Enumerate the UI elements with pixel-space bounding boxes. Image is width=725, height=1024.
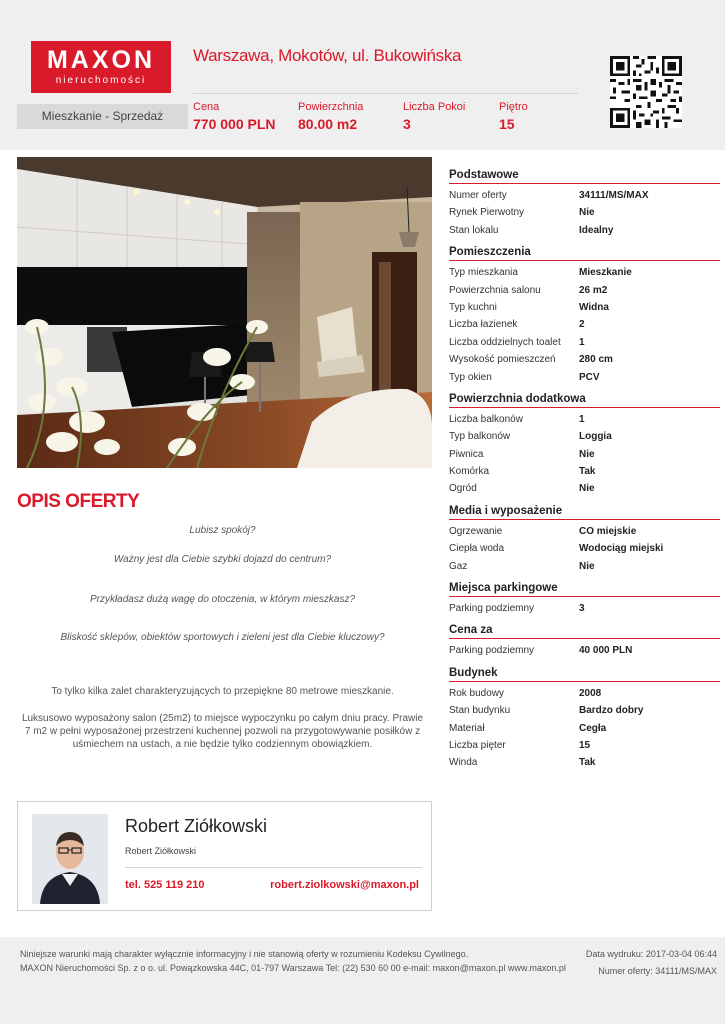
detail-value: Nie	[579, 483, 595, 495]
detail-key: Numer oferty	[449, 190, 507, 201]
section-rooms	[449, 245, 720, 386]
detail-value: Loggia	[579, 431, 612, 443]
description-line: Bliskość sklepów, obiektów sportowych i zieleni jest dla Ciebie kluczowy?	[60, 632, 385, 643]
section-additional-area	[449, 392, 720, 498]
section-building	[449, 666, 720, 772]
section-title: Podstawowe	[449, 168, 720, 184]
agent-subtitle: Robert Ziółkowski	[125, 846, 197, 856]
detail-row	[449, 446, 720, 463]
detail-value: CO miejskie	[579, 525, 637, 537]
stat-value: 3	[403, 116, 411, 132]
header-band	[0, 0, 725, 150]
detail-row	[449, 222, 720, 239]
logo-wordmark: MAXON	[46, 46, 156, 74]
detail-value: Bardzo dobry	[579, 705, 644, 717]
detail-row	[449, 480, 720, 497]
description-title: OPIS OFERTY	[17, 491, 140, 512]
section-media	[449, 504, 720, 575]
detail-value: 2008	[579, 687, 602, 699]
section-parking	[449, 581, 720, 617]
description-line: To tylko kilka zalet charakteryzujących to przepiękne 80 metrowe mieszkanie.	[51, 686, 394, 697]
description-line: Ważny jest dla Ciebie szybki dojazd do centrum?	[113, 554, 332, 565]
section-price-for	[449, 623, 720, 659]
detail-value: 34111/MS/MAX	[579, 190, 649, 201]
stat-label: Powierzchnia	[298, 101, 364, 113]
stat-label: Liczba Pokoi	[403, 101, 466, 113]
footer-disclaimer: Niniejsze warunki mają charakter wyłącznie informacyjny i nie stanowią oferty w rozumieniu Kodeksu Cywilnego.	[20, 949, 469, 959]
detail-row	[449, 187, 720, 204]
detail-value: Tak	[579, 466, 596, 478]
stat-price	[193, 101, 276, 132]
detail-key: Ogrzewanie	[449, 525, 503, 537]
detail-row	[449, 463, 720, 480]
stat-rooms	[403, 101, 465, 132]
detail-row	[449, 204, 720, 221]
divider	[125, 867, 422, 868]
details-panel	[449, 168, 720, 778]
detail-key: Piwnica	[449, 448, 484, 460]
detail-row	[449, 702, 720, 719]
detail-row	[449, 523, 720, 540]
agent-name: Robert Ziółkowski	[125, 816, 268, 836]
detail-key: Rynek Pierwotny	[449, 207, 525, 219]
detail-row	[449, 720, 720, 737]
property-photo[interactable]	[17, 157, 432, 468]
detail-key: Liczba oddzielnych toalet	[449, 336, 561, 348]
detail-key: Stan budynku	[449, 705, 511, 717]
detail-row	[449, 540, 720, 557]
detail-value: Cegła	[579, 722, 607, 734]
stat-value: 80.00 m2	[298, 116, 358, 132]
offer-type-badge: Mieszkanie - Sprzedaż	[17, 104, 188, 129]
detail-value: Mieszkanie	[579, 267, 632, 279]
detail-key: Typ balkonów	[449, 431, 511, 443]
stat-floor	[499, 101, 528, 132]
section-title: Miejsca parkingowe	[449, 581, 720, 597]
property-address: Warszawa, Mokotów, ul. Bukowińska	[193, 46, 462, 65]
detail-value: 40 000 PLN	[579, 645, 633, 657]
detail-value: Wodociąg miejski	[579, 543, 664, 555]
detail-row	[449, 264, 720, 281]
detail-key: Typ kuchni	[449, 301, 497, 313]
detail-key: Winda	[449, 757, 478, 769]
detail-row	[449, 428, 720, 445]
detail-key: Ciepła woda	[449, 543, 505, 555]
description-line: Lubisz spokój?	[189, 525, 256, 536]
description-paragraph: Luksusowo wyposażony salon (25m2) to miejsce wypoczynku po całym dniu pracy. Prawie 7 m2 w pełni wyposażonej przestrzeni kuchennej pozwoli na przygotowywanie posiłków z uśmiechem na ustach, a nie będzie tylko codziennym obowiązkiem.	[21, 713, 424, 750]
detail-key: Parking podziemny	[449, 603, 535, 615]
section-title: Pomieszczenia	[449, 245, 720, 261]
section-title: Budynek	[449, 666, 720, 682]
detail-row	[449, 282, 720, 299]
detail-key: Komórka	[449, 466, 490, 478]
stat-label: Piętro	[499, 101, 528, 113]
detail-value: Idealny	[579, 224, 614, 236]
footer-print-date: Data wydruku: 2017-03-04 06:44	[585, 949, 717, 959]
detail-key: Typ okien	[449, 371, 492, 383]
detail-key: Stan lokalu	[449, 224, 499, 236]
agent-card	[17, 801, 432, 911]
detail-row	[449, 685, 720, 702]
detail-value: 280 cm	[579, 354, 613, 366]
footer	[0, 937, 725, 1024]
detail-key: Liczba pięter	[449, 739, 506, 751]
stat-label: Cena	[193, 101, 220, 113]
detail-key: Liczba łazienek	[449, 319, 518, 331]
divider	[193, 93, 578, 94]
stat-area	[298, 101, 363, 132]
detail-value: 3	[579, 603, 585, 615]
detail-row	[449, 411, 720, 428]
detail-key: Ogród	[449, 483, 477, 495]
detail-row	[449, 558, 720, 575]
detail-row	[449, 351, 720, 368]
qr-code-icon[interactable]	[610, 56, 682, 128]
footer-offer-number: Numer oferty: 34111/MS/MAX	[598, 966, 717, 976]
agent-avatar	[32, 814, 108, 904]
logo-subtitle: nieruchomości	[55, 75, 147, 86]
detail-row	[449, 600, 720, 617]
agent-email-link[interactable]: robert.ziolkowski@maxon.pl	[270, 879, 419, 891]
detail-row	[449, 369, 720, 386]
section-basic	[449, 168, 720, 239]
detail-key: Gaz	[449, 560, 468, 572]
detail-key: Typ mieszkania	[449, 267, 518, 279]
maxon-logo[interactable]	[31, 41, 171, 93]
footer-company-info: MAXON Nieruchomości Sp. z o o. ul. Powązkowska 44C, 01-797 Warszawa Tel: (22) 530 60 00 e-mail: maxon@maxon.pl www.maxon.pl	[20, 963, 566, 973]
detail-value: 1	[579, 413, 585, 425]
stat-value: 15	[499, 116, 515, 132]
detail-value: Nie	[579, 448, 595, 460]
detail-row	[449, 737, 720, 754]
section-title: Cena za	[449, 623, 720, 639]
detail-value: 15	[579, 739, 591, 751]
detail-value: PCV	[579, 371, 600, 383]
section-title: Media i wyposażenie	[449, 504, 720, 520]
detail-row	[449, 316, 720, 333]
detail-row	[449, 754, 720, 771]
detail-value: 2	[579, 319, 585, 331]
description-line: Przykładasz dużą wagę do otoczenia, w którym mieszkasz?	[89, 594, 356, 605]
detail-key: Liczba balkonów	[449, 413, 523, 425]
detail-value: 26 m2	[579, 284, 608, 296]
detail-value: Tak	[579, 757, 596, 769]
detail-value: Nie	[579, 560, 595, 572]
detail-row	[449, 334, 720, 351]
detail-key: Powierzchnia salonu	[449, 284, 541, 296]
detail-value: Nie	[579, 207, 595, 219]
agent-phone-link[interactable]: tel. 525 119 210	[125, 879, 205, 891]
section-title: Powierzchnia dodatkowa	[449, 392, 720, 408]
detail-row	[449, 299, 720, 316]
detail-key: Materiał	[449, 722, 485, 734]
stat-value: 770 000 PLN	[193, 116, 276, 132]
detail-key: Wysokość pomieszczeń	[449, 354, 556, 366]
detail-row	[449, 642, 720, 659]
detail-value: 1	[579, 336, 585, 348]
detail-key: Rok budowy	[449, 687, 505, 699]
detail-value: Widna	[579, 301, 609, 313]
detail-key: Parking podziemny	[449, 645, 535, 657]
